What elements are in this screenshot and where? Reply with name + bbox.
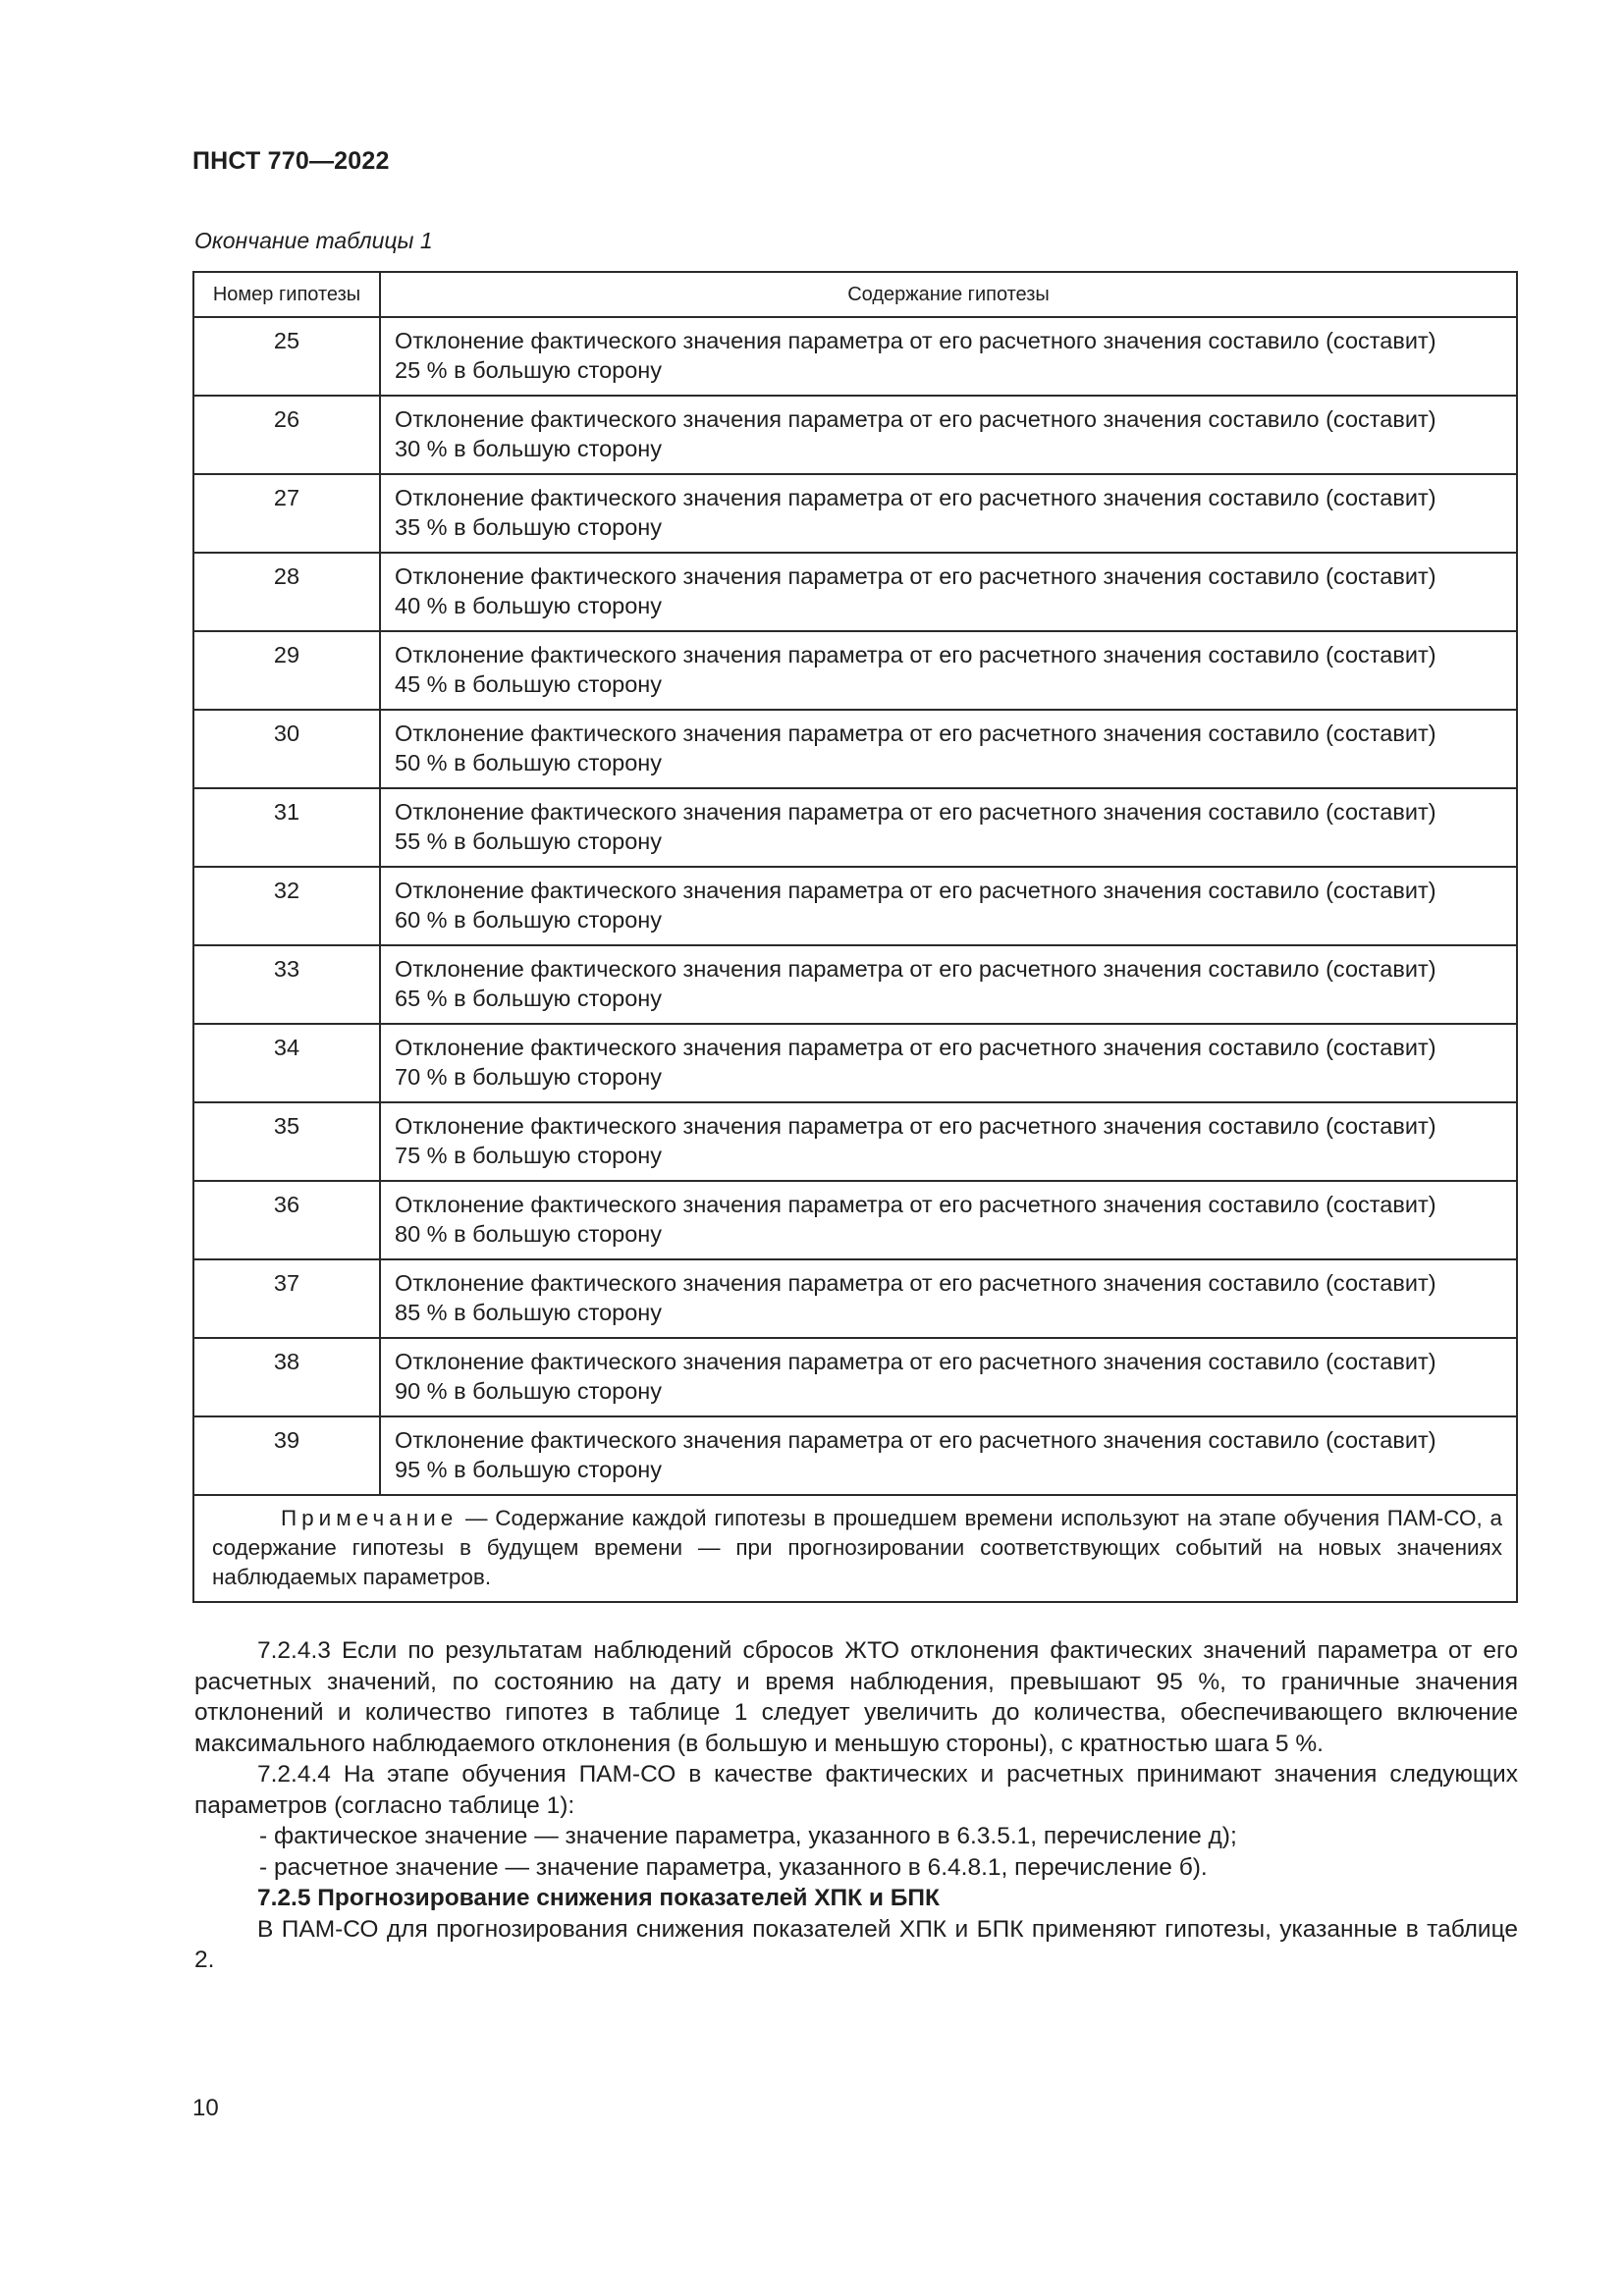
hypothesis-content-line2: 85 % в большую сторону <box>395 1300 663 1325</box>
hypothesis-content-line2: 35 % в большую сторону <box>395 514 663 540</box>
hypotheses-table <box>192 271 1518 1603</box>
hypothesis-number: 38 <box>193 1338 380 1416</box>
hypothesis-number: 32 <box>193 867 380 945</box>
paragraph-7-2-4-4: 7.2.4.4 На этапе обучения ПАМ-СО в качестве фактических и расчетных принимают значения следующих параметров (согласно таблице 1): <box>194 1761 1518 1819</box>
hypothesis-content-line2: 90 % в большую сторону <box>395 1378 663 1404</box>
hypothesis-content-line1: Отклонение фактического значения параметра от его расчетного значения составило (составит) <box>395 485 1436 510</box>
table-row <box>193 631 1517 710</box>
page-number: 10 <box>192 2095 219 2121</box>
table-row <box>193 788 1517 867</box>
table-row <box>193 1102 1517 1181</box>
hypothesis-content-line1: Отклонение фактического значения параметра от его расчетного значения составило (составит) <box>395 799 1436 825</box>
hypothesis-number: 26 <box>193 396 380 474</box>
hypothesis-content <box>380 867 1517 945</box>
hypothesis-content <box>380 788 1517 867</box>
hypothesis-content <box>380 710 1517 788</box>
hypothesis-content-line2: 80 % в большую сторону <box>395 1221 663 1247</box>
hypothesis-content-line1: Отклонение фактического значения параметра от его расчетного значения составило (составит) <box>395 1113 1436 1139</box>
hypothesis-content-line2: 45 % в большую сторону <box>395 671 663 697</box>
table-note <box>193 1495 1517 1602</box>
paragraph-7-2-4-3: 7.2.4.3 Если по результатам наблюдений сбросов ЖТО отклонения фактических значений параметра от его расчетных значений, по состоянию на дату и время наблюдения, превышают 95 %, то граничные значения отклонений и количество гипотез в таблице 1 следует увеличить до количества, обеспечивающего включение максимального наблюдаемого отклонения (в большую и меньшую стороны), с кратностью шага 5 %. <box>194 1637 1518 1757</box>
hypothesis-content <box>380 317 1517 396</box>
hypothesis-content-line2: 95 % в большую сторону <box>395 1457 663 1482</box>
hypothesis-content <box>380 1338 1517 1416</box>
table-row <box>193 553 1517 631</box>
hypothesis-content <box>380 631 1517 710</box>
hypothesis-number: 37 <box>193 1259 380 1338</box>
hypothesis-number: 27 <box>193 474 380 553</box>
document-id: ПНСТ 770—2022 <box>192 147 390 175</box>
table-caption: Окончание таблицы 1 <box>194 228 433 253</box>
hypothesis-content-line1: Отклонение фактического значения параметра от его расчетного значения составило (составит) <box>395 956 1436 982</box>
note-label: Примечание <box>281 1506 459 1530</box>
hypothesis-content-line2: 25 % в большую сторону <box>395 357 663 383</box>
hypothesis-content <box>380 553 1517 631</box>
table-row <box>193 1181 1517 1259</box>
table-row <box>193 1259 1517 1338</box>
hypothesis-number: 28 <box>193 553 380 631</box>
hypothesis-content <box>380 396 1517 474</box>
column-header-number: Номер гипотезы <box>193 272 380 317</box>
paragraph-7-2-5: В ПАМ-СО для прогнозирования снижения показателей ХПК и БПК применяют гипотезы, указанные в таблице 2. <box>194 1915 1518 1973</box>
hypothesis-content-line1: Отклонение фактического значения параметра от его расчетного значения составило (составит) <box>395 328 1436 353</box>
hypothesis-content <box>380 945 1517 1024</box>
table-row <box>193 396 1517 474</box>
table-header-row <box>193 272 1517 317</box>
hypothesis-content-line2: 75 % в большую сторону <box>395 1143 663 1168</box>
table-row <box>193 867 1517 945</box>
hypothesis-number: 36 <box>193 1181 380 1259</box>
hypothesis-content <box>380 474 1517 553</box>
hypothesis-content-line1: Отклонение фактического значения параметра от его расчетного значения составило (составит) <box>395 1427 1436 1453</box>
hypothesis-content-line1: Отклонение фактического значения параметра от его расчетного значения составило (составит) <box>395 878 1436 903</box>
hypothesis-number: 35 <box>193 1102 380 1181</box>
hypothesis-content <box>380 1181 1517 1259</box>
section-heading-7-2-5: 7.2.5 Прогнозирование снижения показателей ХПК и БПК <box>257 1885 940 1911</box>
hypothesis-number: 30 <box>193 710 380 788</box>
hypothesis-content-line2: 30 % в большую сторону <box>395 436 663 461</box>
table-row <box>193 317 1517 396</box>
table-row <box>193 1416 1517 1495</box>
hypothesis-content-line1: Отклонение фактического значения параметра от его расчетного значения составило (составит) <box>395 1035 1436 1060</box>
table-note-row <box>193 1495 1517 1602</box>
hypothesis-content <box>380 1259 1517 1338</box>
hypothesis-number: 39 <box>193 1416 380 1495</box>
hypothesis-content-line2: 40 % в большую сторону <box>395 593 663 618</box>
hypothesis-number: 34 <box>193 1024 380 1102</box>
hypothesis-content-line2: 60 % в большую сторону <box>395 907 663 933</box>
table-row <box>193 945 1517 1024</box>
body-text <box>194 1635 1518 1976</box>
list-item-calculated-value: - расчетное значение — значение параметра, указанного в 6.4.8.1, перечисление б). <box>259 1853 1208 1881</box>
table-row <box>193 710 1517 788</box>
hypothesis-number: 33 <box>193 945 380 1024</box>
hypothesis-content-line1: Отклонение фактического значения параметра от его расчетного значения составило (составит) <box>395 1192 1436 1217</box>
hypothesis-content <box>380 1024 1517 1102</box>
hypothesis-content-line1: Отклонение фактического значения параметра от его расчетного значения составило (составит) <box>395 406 1436 432</box>
hypothesis-content-line2: 70 % в большую сторону <box>395 1064 663 1090</box>
hypothesis-content-line1: Отклонение фактического значения параметра от его расчетного значения составило (составит) <box>395 1270 1436 1296</box>
table-row <box>193 1024 1517 1102</box>
hypothesis-content-line1: Отклонение фактического значения параметра от его расчетного значения составило (составит) <box>395 563 1436 589</box>
hypothesis-number: 29 <box>193 631 380 710</box>
hypothesis-number: 31 <box>193 788 380 867</box>
table-row <box>193 474 1517 553</box>
hypothesis-content <box>380 1416 1517 1495</box>
note-text: — Содержание каждой гипотезы в прошедшем времени используют на этапе обучения ПАМ-СО, а содержание гипотезы в будущем времени — при прогнозировании соответствующих событий на новых значениях наблюдаемых параметров. <box>212 1506 1502 1589</box>
hypothesis-content-line2: 55 % в большую сторону <box>395 828 663 854</box>
hypothesis-content-line1: Отклонение фактического значения параметра от его расчетного значения составило (составит) <box>395 721 1436 746</box>
hypothesis-content-line2: 65 % в большую сторону <box>395 986 663 1011</box>
hypothesis-content <box>380 1102 1517 1181</box>
hypothesis-number: 25 <box>193 317 380 396</box>
hypothesis-content-line2: 50 % в большую сторону <box>395 750 663 775</box>
list-item-actual-value: - фактическое значение — значение параметра, указанного в 6.3.5.1, перечисление д); <box>259 1823 1237 1849</box>
hypothesis-content-line1: Отклонение фактического значения параметра от его расчетного значения составило (составит) <box>395 642 1436 667</box>
table-row <box>193 1338 1517 1416</box>
column-header-content: Содержание гипотезы <box>380 272 1517 317</box>
hypothesis-content-line1: Отклонение фактического значения параметра от его расчетного значения составило (составит) <box>395 1349 1436 1374</box>
